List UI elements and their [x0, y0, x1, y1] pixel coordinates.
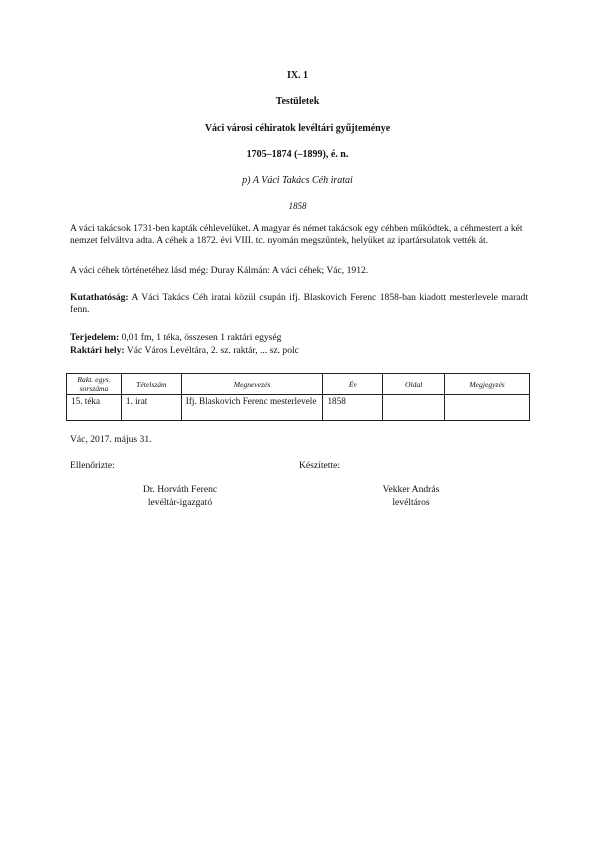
preparer-name: Vekker András	[382, 484, 440, 495]
access-label: Kutathatóság:	[70, 292, 129, 303]
col-header-item-number: Tételszám	[121, 374, 181, 395]
location-text: Vác Város Levéltára, 2. sz. raktár, ... sz. polc	[126, 345, 299, 356]
checker-name: Dr. Horváth Ferenc	[142, 484, 218, 495]
col-header-page: Oldal	[383, 374, 445, 395]
extent-text: 0,01 fm, 1 téka, összesen 1 raktári egység	[121, 332, 282, 343]
col-header-title: Megnevezés	[181, 374, 323, 395]
prepared-label: Készítette:	[299, 460, 341, 471]
checked-label: Ellenőrizte:	[70, 460, 115, 471]
checker-signature	[100, 484, 260, 509]
checker-title: levéltár-igazgató	[147, 496, 213, 508]
reference-paragraph: A váci céhek történetéhez lásd még: Duray Kálmán: A váci céhek; Vác, 1912.	[70, 265, 369, 276]
intro-paragraph: A váci takácsok 1731-ben kapták céhlevelüket. A magyar és német takácsok egy céhben működtek, a céhmestert a két nemzet felváltva adta. A céhek a 1872. évi VIII. tc. nyomán megszűntek, helyüket az ipartársulatok vették át.	[70, 223, 523, 247]
place-date: Vác, 2017. május 31.	[70, 434, 152, 445]
cell-note	[445, 395, 530, 421]
subfonds-title: p) A Váci Takács Céh iratai	[242, 175, 353, 186]
col-header-note: Megjegyzés	[445, 374, 530, 395]
table-row	[67, 395, 530, 421]
cell-item-number: 1. irat	[121, 395, 181, 421]
cell-title: Ifj. Blaskovich Ferenc mesterlevele	[181, 395, 323, 421]
extent-line	[70, 332, 281, 344]
location-label: Raktári hely:	[70, 345, 125, 356]
preparer-title: levéltáros	[392, 496, 430, 508]
cell-unit-number: 15. téka	[67, 395, 122, 421]
access-paragraph	[70, 292, 528, 317]
subfonds-year: 1858	[288, 201, 307, 211]
collection-title: Váci városi céhiratok levéltári gyűjteménye	[204, 123, 391, 134]
col-header-year: Év	[323, 374, 383, 395]
units-table	[66, 373, 530, 421]
cell-page	[383, 395, 445, 421]
table-header-row	[67, 374, 530, 395]
date-range: 1705–1874 (–1899), é. n.	[246, 149, 349, 160]
section-number: IX. 1	[286, 70, 309, 81]
cell-year: 1858	[323, 395, 383, 421]
location-line	[70, 345, 299, 357]
col-header-unit-number: Rakt. egys. sorszáma	[67, 374, 122, 395]
access-text: A Váci Takács Céh iratai közül csupán ifj. Blaskovich Ferenc 1858-ban kiadott mesterlevele maradt fenn.	[70, 292, 529, 316]
extent-label: Terjedelem:	[70, 332, 120, 343]
group-title: Testületek	[275, 96, 320, 107]
preparer-signature	[331, 484, 491, 509]
